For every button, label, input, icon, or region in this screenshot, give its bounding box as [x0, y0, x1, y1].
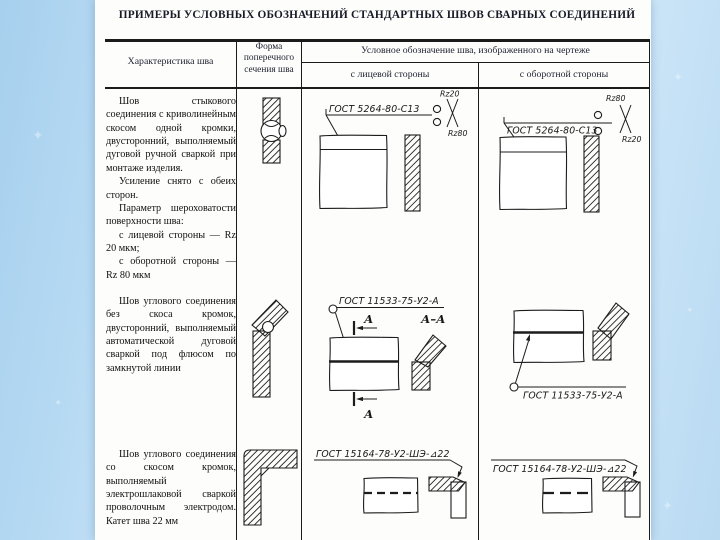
paragraph: Шов углового соединения без скоса кромок, двусторонний, выполняемый автоматической дуговой сваркой под флюсом по замкнутой линии — [106, 296, 236, 374]
table-border-top — [105, 39, 650, 42]
sparkle-icon: ✦ — [54, 398, 63, 409]
sparkle-icon: ✦ — [673, 70, 684, 84]
column-header-designation: Условное обозначение шва, изображенного на чертеже — [361, 45, 590, 56]
roughness-label-bottom: Rz20 — [622, 135, 642, 144]
row3-back-designation-drawing — [479, 435, 649, 540]
column-header-back-side: с оборотной стороны — [519, 69, 609, 80]
angular-joint-cross-section-drawing — [237, 285, 302, 435]
paragraph: Усиление снято с обеих сторон. — [106, 176, 236, 201]
row1-characteristic — [106, 95, 236, 282]
butt-joint-cross-section-drawing — [237, 85, 302, 280]
roughness-label-top: Rz20 — [440, 89, 460, 99]
row3-front-designation-drawing — [301, 435, 477, 540]
roughness-label-top: Rz80 — [606, 94, 626, 103]
sparkle-icon: ✦ — [686, 305, 694, 315]
section-mark-label: А — [364, 407, 374, 421]
sparkle-icon: ✦ — [662, 498, 673, 513]
section-view-label: А–А — [421, 312, 446, 326]
row3-characteristic — [106, 448, 236, 528]
paragraph: с оборотной стороны — Rz 80 мкм — [106, 256, 236, 281]
row2-back-designation-drawing — [479, 285, 649, 435]
gost-designation-label: ГОСТ 5264-80-С13 — [507, 125, 598, 137]
column-header-characteristic: Характеристика шва — [127, 56, 214, 67]
content-panel — [95, 0, 651, 540]
row1-back-designation-drawing — [479, 85, 649, 285]
row2-characteristic — [106, 295, 236, 375]
sparkle-icon: ✦ — [32, 129, 44, 144]
gost-designation-label: ГОСТ 11533-75-У2-А — [523, 390, 623, 402]
table-border-designation-split — [301, 62, 650, 63]
gost-designation-label: ГОСТ 11533-75-У2-А — [339, 296, 439, 307]
paragraph: Параметр шероховатости поверхности шва: — [106, 202, 236, 228]
row2-front-designation-drawing — [301, 285, 477, 435]
paragraph: с лицевой стороны — Rz 20 мкм; — [106, 229, 236, 254]
paragraph: Шов стыкового соединения с криволинейным скосом одной кромки, двусторонний, выполняемый дуговой ручной сваркой при монтаже изделия. — [106, 96, 236, 174]
section-mark-label: А — [364, 312, 374, 326]
column-header-front-side: с лицевой стороны — [350, 69, 430, 80]
corner-joint-cross-section-drawing — [237, 435, 302, 540]
slide-title: ПРИМЕРЫ УСЛОВНЫХ ОБОЗНАЧЕНИЙ СТАНДАРТНЫХ ШВОВ СВАРНЫХ СОЕДИНЕНИЙ — [118, 9, 636, 21]
gost-designation-label: ГОСТ 5264-80-С13 — [329, 104, 420, 115]
gost-designation-label: ГОСТ 15164-78-У2-ШЭ-⊿22 — [493, 464, 627, 475]
roughness-label-bottom: Rz80 — [448, 129, 468, 138]
paragraph: Шов углового соединения со скосом кромок, выполняемый электрошлаковой сваркой проволочным электродом. Катет шва 22 мм — [106, 449, 236, 527]
gost-designation-label: ГОСТ 15164-78-У2-ШЭ-⊿22 — [316, 449, 450, 460]
column-header-cross-section: Форма поперечного сечения шва — [243, 42, 295, 75]
row1-front-designation-drawing — [301, 85, 477, 285]
